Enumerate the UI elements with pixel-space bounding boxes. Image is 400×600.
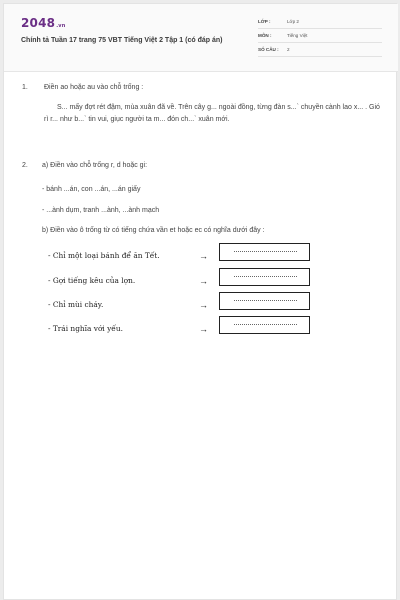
arrow-right-icon: → (199, 251, 208, 261)
arrow-right-icon: → (199, 300, 208, 310)
site-logo[interactable] (21, 16, 66, 30)
meta-value-subject: Tiếng Việt (287, 33, 308, 38)
answer-dotted-line (234, 300, 297, 301)
question-1-paragraph: S... mấy đợt rét đậm, mùa xuân đã về. Trên cây g... ngoài đồng, từng đàn s...` chuyền cành lao x... . Gió rì r... như b...` tin vui, giục người ta m... đón ch...` xuân mới. (44, 104, 380, 123)
meta-label-class: LỚP : (258, 19, 271, 24)
arrow-right-icon: → (199, 324, 208, 334)
question-2a-line-2: - ...ành dụm, tranh ...ành, ...ành mạch (42, 207, 160, 214)
answer-box-4[interactable] (219, 316, 310, 334)
logo-text: 2048 (21, 16, 56, 30)
answer-dotted-line (234, 251, 297, 252)
meta-label-subject: MÔN : (258, 33, 272, 38)
meta-row-subject (258, 33, 382, 43)
question-2b-item-3-label: - Chỉ mùi cháy. (48, 300, 104, 309)
answer-box-1[interactable] (219, 243, 310, 261)
meta-row-class (258, 19, 382, 29)
worksheet (3, 3, 397, 600)
question-2b-item-4-label: - Trái nghĩa với yếu. (48, 324, 123, 333)
question-2b-item-2-label: - Gợi tiếng kêu của lợn. (48, 276, 136, 285)
document-title: Chính tả Tuần 17 trang 75 VBT Tiếng Việt 2 Tập 1 (có đáp án) (21, 37, 223, 44)
answer-dotted-line (234, 324, 297, 325)
worksheet-header (4, 4, 398, 72)
question-2a-line-1: - bánh ...án, con ...án, ...án giấy (42, 186, 141, 193)
answer-box-2[interactable] (219, 268, 310, 286)
logo-suffix: .vn (56, 23, 66, 29)
meta-row-question-count (258, 47, 382, 57)
question-2-number: 2. (22, 162, 28, 169)
question-2b-item-1-label: - Chỉ một loại bánh để ăn Tết. (48, 251, 160, 260)
question-2a-instruction: a) Điền vào chỗ trống r, d hoặc gi: (42, 162, 148, 169)
question-1-number: 1. (22, 84, 28, 91)
question-1-instruction: Điền ao hoặc au vào chỗ trống : (44, 84, 144, 91)
arrow-right-icon: → (199, 276, 208, 286)
meta-value-question-count: 2 (287, 47, 290, 52)
question-2b-instruction: b) Điền vào ô trống từ có tiếng chứa vần et hoặc ec có nghĩa dưới đây : (42, 227, 265, 234)
answer-box-3[interactable] (219, 292, 310, 310)
meta-label-question-count: SỐ CÂU : (258, 47, 279, 52)
meta-value-class: Lớp 2 (287, 19, 299, 24)
answer-dotted-line (234, 276, 297, 277)
